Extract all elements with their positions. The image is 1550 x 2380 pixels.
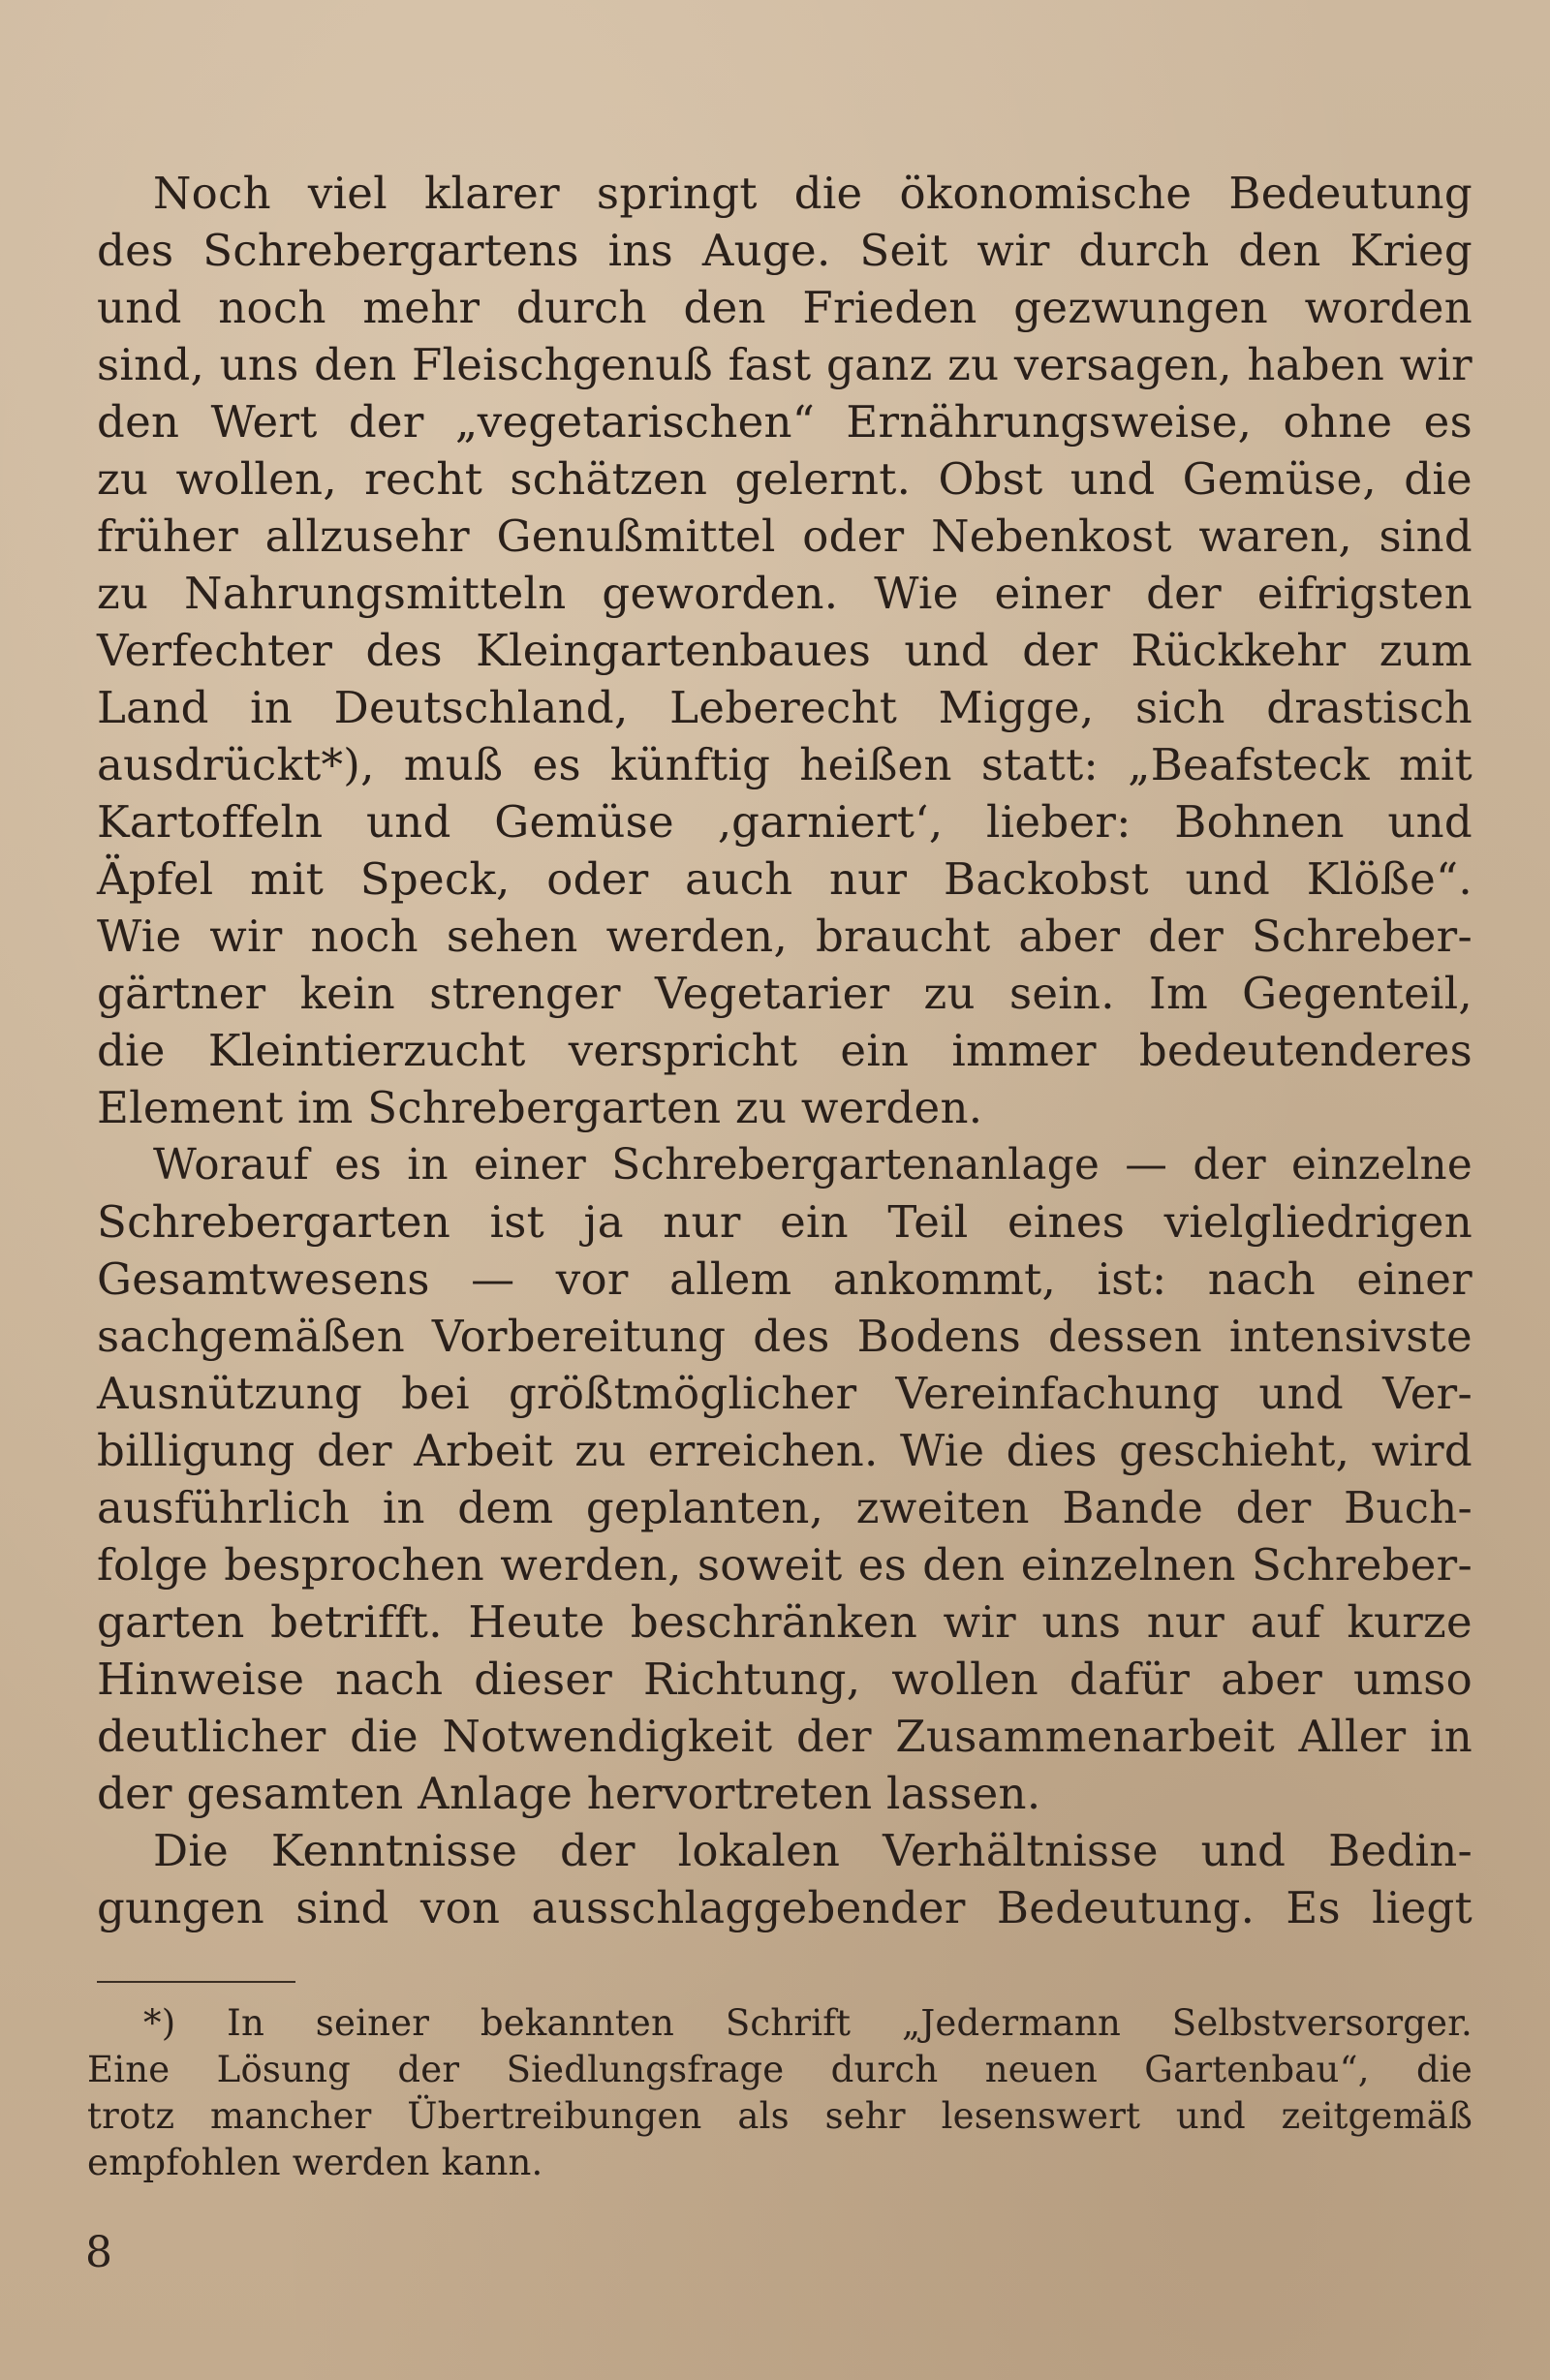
text-line: die Kleintierzucht verspricht ein immer bedeutenderes: [97, 1025, 1472, 1076]
body-text: [97, 165, 1472, 1936]
text-line: Hinweise nach dieser Richtung, wollen dafür aber umso: [97, 1654, 1472, 1705]
footnote-line: Eine Lösung der Siedlungsfrage durch neuen Gartenbau“, die: [87, 2049, 1472, 2090]
text-line: ausführlich in dem geplanten, zweiten Bande der Buch-: [97, 1482, 1472, 1533]
footnote-divider: [97, 1981, 295, 1983]
text-line: Wie wir noch sehen werden, braucht aber der Schreber-: [97, 911, 1472, 962]
text-line: sachgemäßen Vorbereitung des Bodens dessen intensivste: [97, 1311, 1472, 1362]
text-line: Verfechter des Kleingartenbaues und der Rückkehr zum: [97, 625, 1472, 676]
text-line: garten betrifft. Heute beschränken wir uns nur auf kurze: [97, 1596, 1472, 1648]
text-line: billigung der Arbeit zu erreichen. Wie dies geschieht, wird: [97, 1425, 1472, 1476]
text-line: Ausnützung bei größtmöglicher Vereinfachung und Ver-: [97, 1368, 1472, 1419]
text-line: zu Nahrungsmitteln geworden. Wie einer der eifrigsten: [97, 568, 1472, 619]
footnote-line: empfohlen werden kann.: [87, 2142, 543, 2183]
page-number: 8: [85, 2228, 112, 2277]
text-line: Worauf es in einer Schrebergartenanlage — der einzelne: [153, 1140, 1472, 1190]
paragraph-2: [97, 1136, 1472, 1822]
text-line: des Schrebergartens ins Auge. Seit wir durch den Krieg: [97, 225, 1472, 276]
text-line: Land in Deutschland, Leberecht Migge, sich drastisch: [97, 682, 1472, 733]
text-line: Schrebergarten ist ja nur ein Teil eines vielgliedrigen: [97, 1196, 1472, 1248]
footnote: [87, 2000, 1472, 2186]
text-line: Kartoffeln und Gemüse ‚garniert‘, lieber: Bohnen und: [97, 796, 1472, 848]
text-line: folge besprochen werden, soweit es den einzelnen Schreber-: [97, 1539, 1472, 1591]
text-line: gungen sind von ausschlaggebender Bedeutung. Es liegt: [97, 1882, 1472, 1933]
text-line: Die Kenntnisse der lokalen Verhältnisse und Bedin-: [153, 1825, 1472, 1876]
text-line: den Wert der „vegetarischen“ Ernährungsweise, ohne es: [97, 396, 1472, 448]
text-line: der gesamten Anlage hervortreten lassen.: [97, 1768, 1041, 1819]
text-line: gärtner kein strenger Vegetarier zu sein. Im Gegenteil,: [97, 968, 1472, 1019]
paragraph-1: [97, 165, 1472, 1136]
text-line: deutlicher die Notwendigkeit der Zusammenarbeit Aller in: [97, 1711, 1472, 1762]
text-line: zu wollen, recht schätzen gelernt. Obst und Gemüse, die: [97, 453, 1472, 505]
footnote-line: trotz mancher Übertreibungen als sehr lesenswert und zeitgemäß: [87, 2095, 1472, 2137]
text-line: sind, uns den Fleischgenuß fast ganz zu versagen, haben wir: [97, 339, 1472, 390]
paragraph-3: [97, 1822, 1472, 1936]
text-line: ausdrückt*), muß es künftig heißen statt: „Beafsteck mit: [97, 739, 1472, 790]
text-line: und noch mehr durch den Frieden gezwungen worden: [97, 282, 1472, 333]
text-line: Noch viel klarer springt die ökonomische Bedeutung: [153, 168, 1472, 219]
text-line: Element im Schrebergarten zu werden.: [97, 1082, 983, 1133]
text-line: früher allzusehr Genußmittel oder Nebenkost waren, sind: [97, 510, 1472, 562]
text-line: Gesamtwesens — vor allem ankommt, ist: nach einer: [97, 1253, 1472, 1305]
footnote-line: *) In seiner bekannten Schrift „Jedermann Selbstversorger.: [143, 2002, 1472, 2044]
text-line: Äpfel mit Speck, oder auch nur Backobst und Klöße“.: [97, 853, 1472, 905]
